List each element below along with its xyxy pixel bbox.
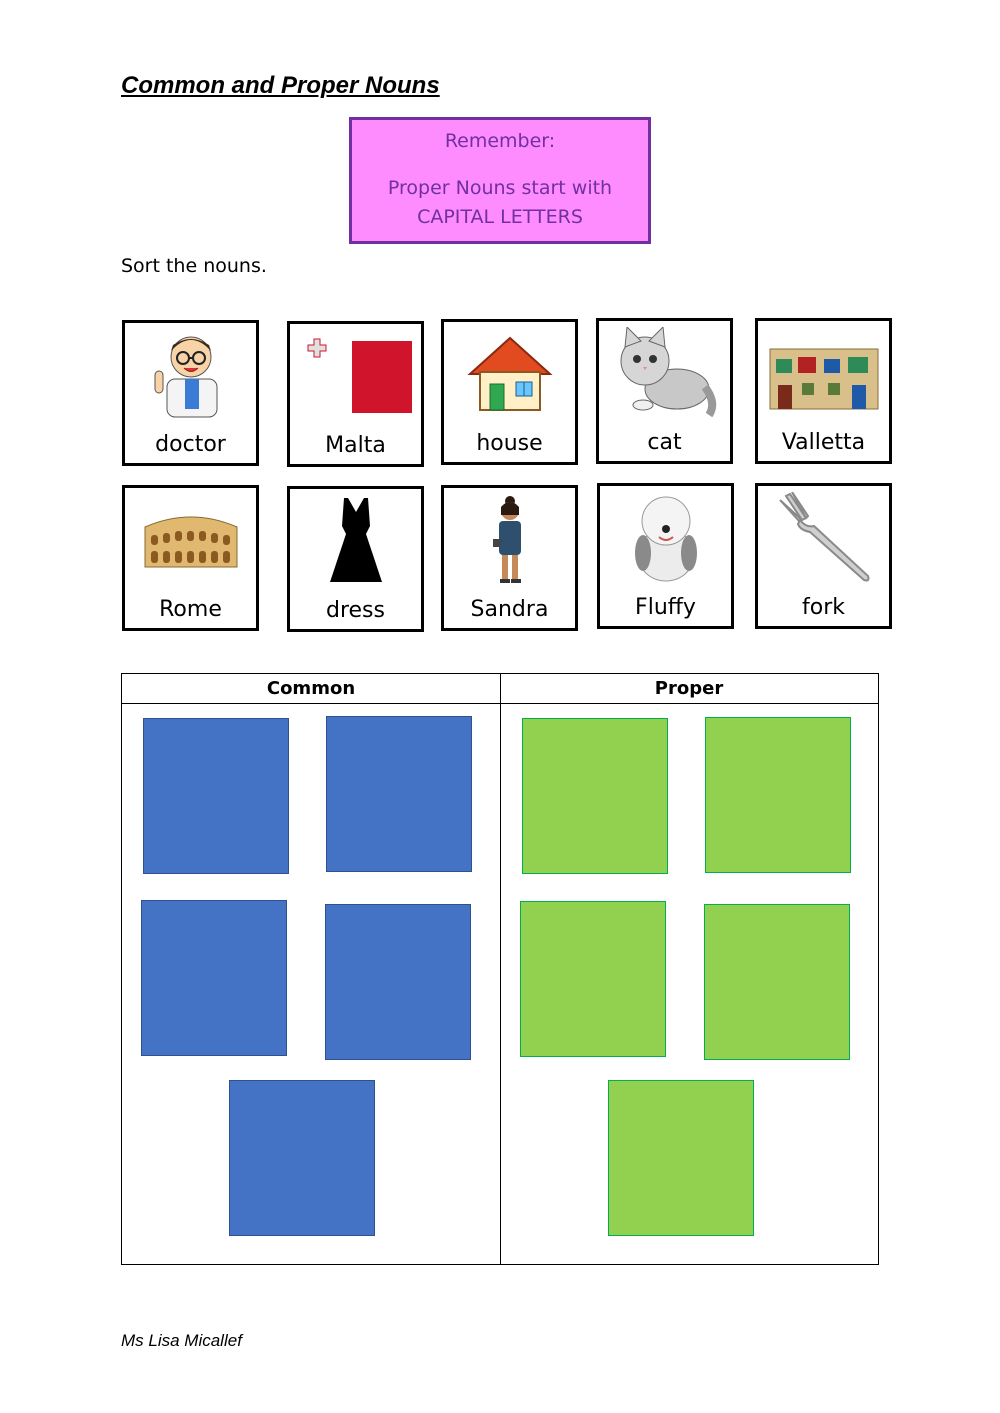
remember-line-2: CAPITAL LETTERS: [417, 206, 583, 228]
proper-drop-box[interactable]: [520, 901, 666, 1057]
valletta-buildings-icon: [758, 327, 889, 419]
card-word: cat: [647, 430, 682, 455]
sorting-table: [121, 673, 879, 1265]
card-word: Malta: [325, 433, 386, 458]
card-dress[interactable]: [287, 486, 424, 632]
proper-drop-box[interactable]: [522, 718, 668, 874]
colosseum-icon: [125, 494, 256, 586]
common-drop-box[interactable]: [229, 1080, 375, 1236]
instruction-text: Sort the nouns.: [121, 255, 267, 277]
cat-icon: [599, 327, 730, 419]
card-word: house: [476, 431, 543, 456]
fork-icon: [758, 492, 889, 584]
remember-line-1: Proper Nouns start with: [387, 177, 613, 199]
common-drop-box[interactable]: [325, 904, 471, 1060]
card-fluffy[interactable]: [597, 483, 734, 629]
common-drop-box[interactable]: [326, 716, 472, 872]
card-word: Sandra: [470, 597, 549, 622]
proper-drop-box[interactable]: [705, 717, 851, 873]
common-drop-box[interactable]: [143, 718, 289, 874]
card-word: dress: [326, 598, 385, 623]
card-word: doctor: [155, 432, 226, 457]
card-sandra[interactable]: [441, 485, 578, 631]
dog-icon: [600, 492, 731, 584]
card-house[interactable]: [441, 319, 578, 465]
house-icon: [444, 328, 575, 420]
woman-icon: [444, 494, 575, 586]
proper-drop-box[interactable]: [608, 1080, 754, 1236]
card-doctor[interactable]: [122, 320, 259, 466]
column-divider: [500, 674, 501, 1264]
card-word: fork: [802, 595, 845, 620]
card-cat[interactable]: [596, 318, 733, 464]
proper-drop-box[interactable]: [704, 904, 850, 1060]
card-rome[interactable]: [122, 485, 259, 631]
remember-text: [352, 174, 648, 232]
common-drop-box[interactable]: [141, 900, 287, 1056]
remember-heading: Remember:: [444, 130, 556, 152]
card-word: Valletta: [781, 430, 866, 455]
card-word: Fluffy: [635, 595, 696, 620]
card-fork[interactable]: [755, 483, 892, 629]
remember-box: [349, 117, 651, 244]
doctor-icon: [125, 329, 256, 421]
author-footer: Ms Lisa Micallef: [121, 1331, 242, 1350]
card-valletta[interactable]: [755, 318, 892, 464]
common-header: Common: [266, 678, 356, 699]
malta-flag-icon: [290, 330, 421, 422]
proper-header: Proper: [654, 678, 724, 699]
page-title: Common and Proper Nouns: [121, 72, 440, 99]
dress-icon: [290, 495, 421, 587]
card-malta[interactable]: [287, 321, 424, 467]
card-word: Rome: [159, 597, 222, 622]
